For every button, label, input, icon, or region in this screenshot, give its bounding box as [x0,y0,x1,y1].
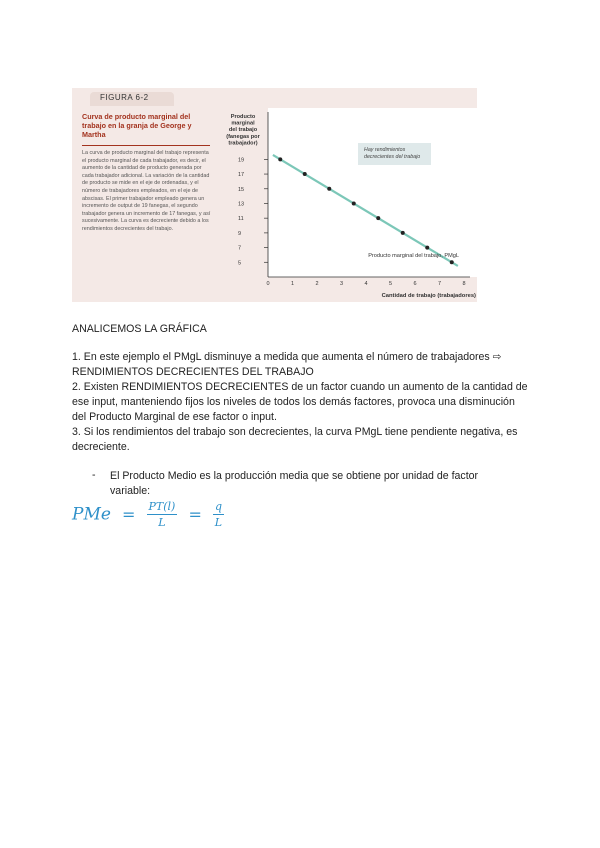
y-tick-label: 7 [238,245,242,252]
paragraph-1: 1. En este ejemplo el PMgL disminuye a medida que aumenta el número de trabajadores ⇨ RENDIMIENTOS DECRECIENTES DEL TRABAJO [72,351,502,378]
y-axis-label: Producto marginal del trabajo (fanegas por trabajador) [226,114,260,147]
data-point [352,201,356,205]
annotation-text: Hay rendimientos decrecientes del trabajo [364,147,421,160]
x-tick-label: 4 [364,281,368,287]
formula-equals-1: = [122,505,136,524]
chart-layer [226,108,478,299]
x-tick-label: 7 [438,281,442,287]
formula-lhs: PMe [72,504,111,525]
formula-numerator-2: q [214,500,222,513]
data-point [278,157,282,161]
bullet-average-product: El Producto Medio es la producción media que se obtiene por unidad de factor variable: [110,470,479,497]
figure-title: Curva de producto marginal del trabajo en la granja de George y Martha [82,112,192,139]
data-point [401,231,405,235]
formula-equals-2: = [188,505,202,524]
formula-fraction-1 [147,500,178,529]
x-tick-label: 3 [340,281,344,287]
average-product-formula [72,500,224,529]
formula-numerator-1: PT(l) [148,500,176,513]
x-tick-label: 2 [315,281,319,287]
x-tick-label: 0 [266,281,270,287]
y-tick-label: 17 [238,172,245,179]
data-point [376,216,380,220]
y-tick-label: 15 [238,186,245,193]
y-tick-label: 11 [238,216,244,223]
plot-background [268,108,478,277]
formula-denominator-2: L [214,516,223,529]
bullet-dash: - [92,469,96,481]
data-point [425,246,429,250]
y-tick-label: 19 [238,157,245,164]
figure-label: FIGURA 6-2 [100,93,149,102]
y-tick-label: 5 [238,260,242,267]
data-point [327,187,331,191]
y-tick-label: 9 [238,230,242,237]
formula-denominator-1: L [158,516,166,529]
section-heading: ANALICEMOS LA GRÁFICA [72,323,207,335]
paragraph-3: 3. Si los rendimientos del trabajo son decrecientes, la curva PMgL tiene pendiente negativa, es decreciente. [72,426,518,453]
figure-caption: La curva de producto marginal del trabajo representa el producto marginal de cada trabajador, es decir, el aumento de la cantidad de producto generada por cada trabajador adicional. La variación de la cantidad de producto se mide en el eje de ordenadas, y el número de trabajadores empleados, en el eje de abscisas. El primer trabajador empleado genera un incremento de output de 19 fanegas, el segundo trabajador genera un incremento de 17 fanegas, y así sucesivamente. La curva es decreciente debido a los rendimientos decrecientes del trabajo. [82,150,211,232]
formula-fraction-2 [213,500,224,529]
data-point [303,172,307,176]
paragraph-2: 2. Existen RENDIMIENTOS DECRECIENTES de un factor cuando un aumento de la cantidad de ese input, manteniendo fijos los niveles de todos los demás factores, provoca una disminución del Producto Marginal de ese factor o input. [72,381,528,423]
x-tick-label: 5 [389,281,393,287]
data-point [450,260,454,264]
x-tick-label: 8 [462,281,466,287]
curve-label: Producto marginal del trabajo, PMgL [368,253,459,259]
x-tick-label: 6 [413,281,417,287]
y-tick-label: 13 [238,201,245,208]
x-axis-label: Cantidad de trabajo (trabajadores) [381,293,476,299]
x-tick-label: 1 [291,281,295,287]
